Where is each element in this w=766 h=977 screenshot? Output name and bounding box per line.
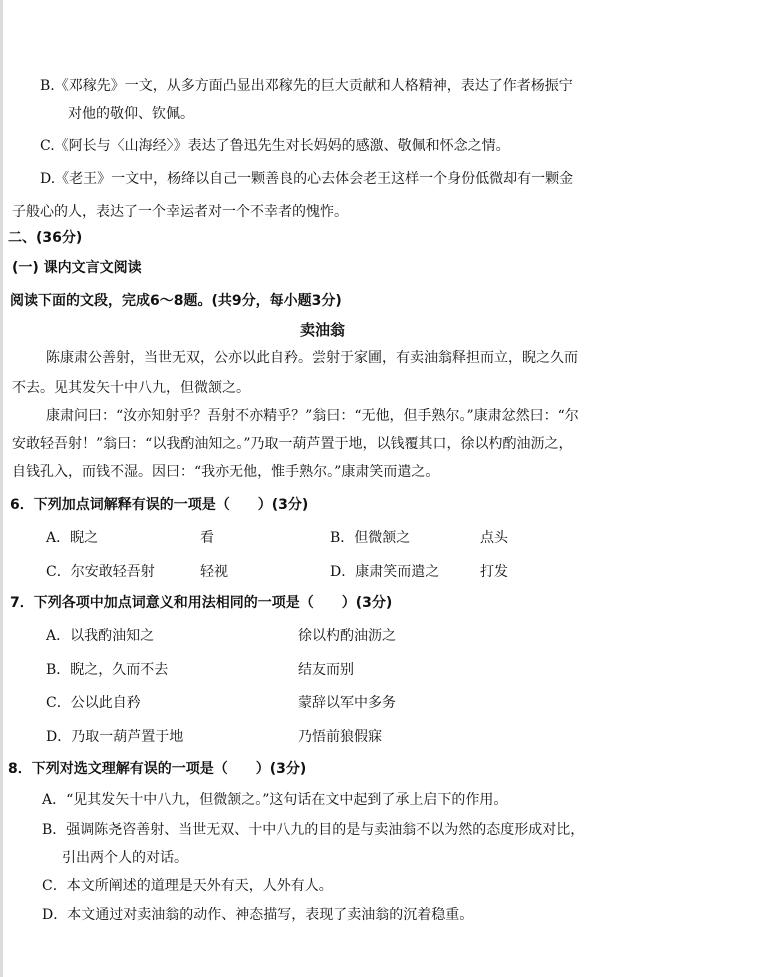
- passage-title: 卖油翁: [300, 321, 346, 339]
- q6-option-c: C．尔安敢轻吾射: [46, 564, 155, 580]
- q7-option-a-right: 徐以杓酌油沥之: [298, 628, 396, 644]
- q7-option-b-left: B．睨之，久而不去: [46, 662, 169, 678]
- q6-option-d: D．康肃笑而遣之: [330, 564, 440, 580]
- q7-option-c-right: 蒙辞以军中多务: [298, 695, 396, 711]
- passage-p1-line2: 不去。见其发矢十中八九，但微颔之。: [12, 380, 250, 396]
- q6-stem: 6．下列加点词解释有误的一项是（ ）(3分): [10, 497, 309, 513]
- reading-instruction: 阅读下面的文段，完成6～8题。(共9分，每小题3分): [10, 293, 342, 309]
- q7-option-d-left: D．乃取一葫芦置于地: [46, 729, 184, 745]
- q6-option-b: B．但微颔之: [330, 530, 411, 546]
- section-heading: 二、(36分): [8, 230, 83, 246]
- q6-option-c-gloss: 轻视: [200, 564, 228, 580]
- prev-option-b-line1: B.《邓稼先》一文，从多方面凸显出邓稼先的巨大贡献和人格精神，表达了作者杨振宁: [40, 78, 573, 94]
- q6-option-b-gloss: 点头: [480, 530, 508, 546]
- prev-option-d-line1: D.《老王》一文中，杨绛以自己一颗善良的心去体会老王这样一个身份低微却有一颗金: [40, 171, 574, 187]
- passage-p1-line1: 陈康肃公善射，当世无双，公亦以此自矜。尝射于家圃，有卖油翁释担而立，睨之久而: [46, 350, 578, 366]
- q8-option-b-line2: 引出两个人的对话。: [62, 850, 188, 866]
- passage-p2-line2: 安敢轻吾射！”翁曰：“以我酌油知之。”乃取一葫芦置于地，以钱覆其口，徐以杓酌油沥之，: [12, 436, 573, 452]
- page-edge: [0, 0, 3, 977]
- q7-stem: 7．下列各项中加点词意义和用法相同的一项是（ ）(3分): [10, 595, 393, 611]
- q6-option-a: A．睨之: [46, 530, 99, 546]
- q7-option-a-left: A．以我酌油知之: [46, 628, 155, 644]
- q8-option-d: D．本文通过对卖油翁的动作、神态描写，表现了卖油翁的沉着稳重。: [42, 907, 474, 923]
- prev-option-c: C.《阿长与〈山海经〉》表达了鲁迅先生对长妈妈的感激、敬佩和怀念之情。: [40, 138, 510, 154]
- q7-option-c-left: C．公以此自矜: [46, 695, 141, 711]
- q8-option-b-line1: B．强调陈尧咨善射、当世无双、十中八九的目的是与卖油翁不以为然的态度形成对比，: [42, 822, 585, 838]
- q8-stem: 8．下列对选文理解有误的一项是（ ）(3分): [8, 761, 307, 777]
- q6-option-d-gloss: 打发: [480, 564, 508, 580]
- passage-p2-line1: 康肃问曰：“汝亦知射乎？吾射不亦精乎？”翁曰：“无他，但手熟尔。”康肃忿然曰：“尔: [46, 408, 579, 424]
- q8-option-c: C．本文所阐述的道理是天外有天，人外有人。: [42, 878, 333, 894]
- q8-option-a: A．“见其发矢十中八九，但微颔之。”这句话在文中起到了承上启下的作用。: [42, 792, 508, 808]
- q7-option-b-right: 结友而别: [298, 662, 354, 678]
- prev-option-b-line2: 对他的敬仰、钦佩。: [68, 106, 194, 122]
- q6-option-a-gloss: 看: [200, 530, 214, 546]
- prev-option-d-line2: 子般心的人，表达了一个幸运者对一个不幸者的愧怍。: [12, 204, 348, 220]
- q7-option-d-right: 乃悟前狼假寐: [298, 729, 382, 745]
- section-subheading: (一) 课内文言文阅读: [12, 260, 142, 276]
- passage-p2-line3: 自钱孔入，而钱不湿。因曰：“我亦无他，惟手熟尔。”康肃笑而遣之。: [12, 464, 440, 480]
